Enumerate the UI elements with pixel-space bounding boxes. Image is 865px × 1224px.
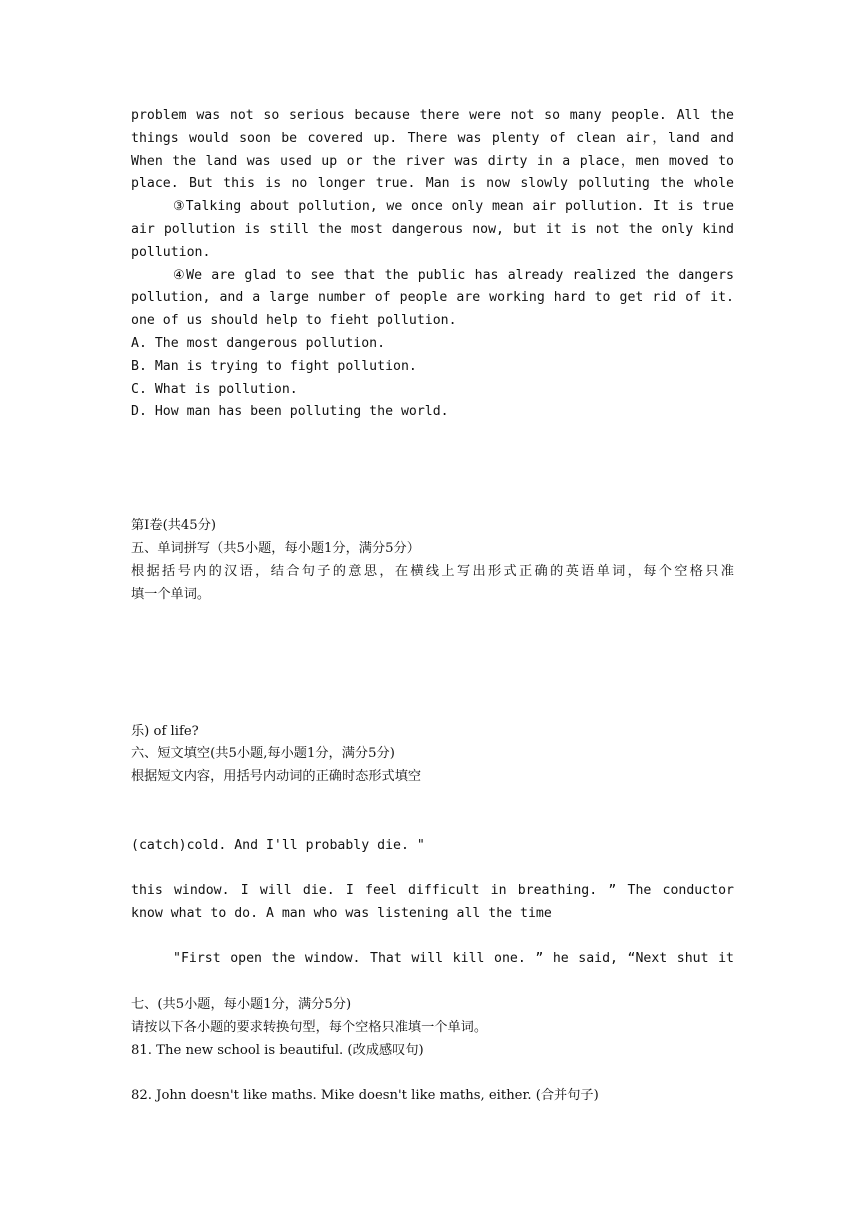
text-line: pollution, and a large number of people are working hard to get rid of it.: [131, 290, 734, 306]
cloze-line: [131, 971, 734, 994]
text-line: ③Talking about pollution, we once only mean air pollution. It is true: [173, 199, 734, 215]
option-d: D. How man has been polluting the world.: [131, 404, 449, 420]
text-line: ④We are glad to see that the public has already realized the dangers: [173, 267, 734, 283]
question-71: [131, 607, 734, 630]
passage-paragraph-4: [131, 265, 734, 333]
passage-paragraph-2: [131, 105, 734, 196]
section-7-title: 七、(共5小题，每小题1分，满分5分): [131, 997, 352, 1013]
cloze-line: know what to do. A man who was listening all the time: [131, 905, 552, 921]
question-70: [131, 493, 734, 516]
section-7-instruction: 请按以下各小题的要求转换句型，每个空格只准填一个单词。: [131, 1019, 488, 1035]
question-67: [131, 424, 734, 447]
cloze-line: [131, 926, 734, 949]
cloze-line: [131, 857, 734, 880]
option-a: A. The most dangerous pollution.: [131, 335, 386, 351]
question-81: 81. The new school is beautiful. (改成感叹句): [131, 1042, 424, 1058]
option-b: B. Man is trying to fight pollution.: [131, 358, 417, 374]
text-line: air pollution is still the most dangerous now, but it is not the only kind: [131, 221, 734, 237]
question-74: [131, 675, 734, 698]
question-75: [131, 698, 734, 721]
answer-options: [131, 333, 734, 424]
section-5-title: 五、单词拼写（共5小题，每小题1分，满分5分）: [131, 541, 420, 557]
cloze-line: (catch)cold. And I'll probably die. ": [131, 837, 425, 853]
text-line: place. But this is no longer true. Man is now slowly polluting the whole: [131, 176, 734, 192]
question-73: [131, 652, 734, 675]
exam-page: [131, 105, 734, 1108]
cloze-line: "First open the window. That will kill one. ” he said, “Next shut it: [173, 951, 734, 967]
question-75-cont: 乐) of life?: [131, 723, 199, 739]
part-header: 第I卷(共45分): [131, 518, 217, 534]
section-6-title: 六、短文填空(共5小题,每小题1分，满分5分): [131, 746, 395, 762]
question-69: [131, 470, 734, 493]
text-line: When the land was used up or the river was dirty in a place，men moved to: [131, 153, 734, 169]
text-line: problem was not so serious because there were not so many people. All the: [131, 108, 734, 123]
section-6-instruction: 根据短文内容，用括号内动词的正确时态形式填空: [131, 769, 422, 785]
cloze-line: this window. I will die. I feel difficult in breathing. ” The conductor: [131, 883, 734, 899]
text-line: things would soon be covered up. There was plenty of clean air，land and: [131, 130, 734, 146]
text-line: one of us should help to fieht pollution.: [131, 313, 457, 329]
question-81-answer: [131, 1062, 734, 1085]
section-5-instruction: 根据括号内的汉语，结合句子的意思，在横线上写出形式正确的英语单词，每个空格只准: [131, 563, 734, 579]
question-72: [131, 629, 734, 652]
section-5-instruction-cont: 填一个单词。: [131, 586, 211, 602]
text-line: pollution.: [131, 244, 211, 260]
cloze-line: [131, 812, 734, 835]
question-82: 82. John doesn't like maths. Mike doesn't like maths, either. (合并句子): [131, 1088, 599, 1104]
passage-paragraph-3: [131, 196, 734, 264]
question-68: [131, 447, 734, 470]
cloze-line: [131, 789, 734, 812]
option-c: C. What is pollution.: [131, 381, 298, 397]
